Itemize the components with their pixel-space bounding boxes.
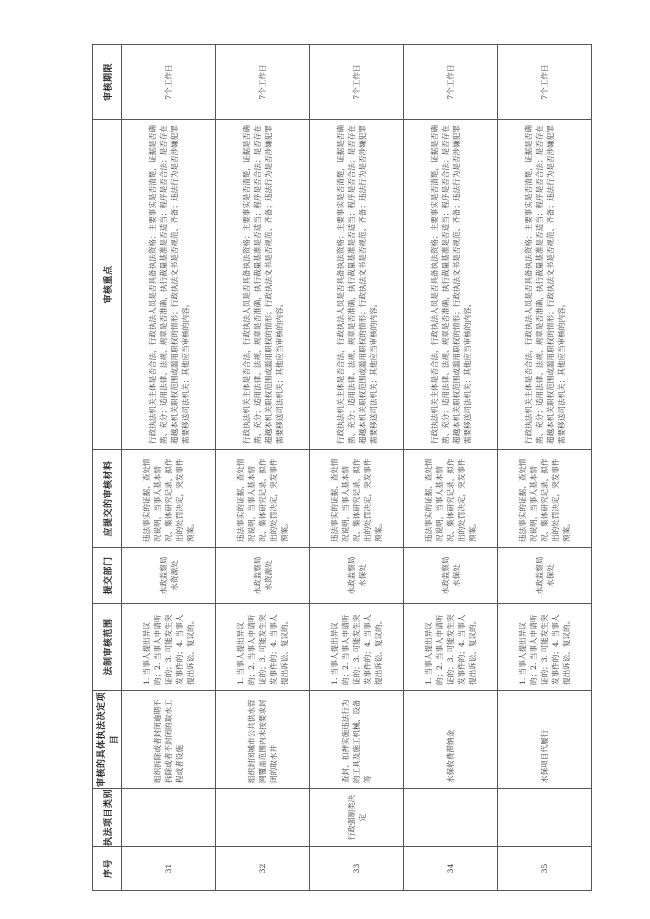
row-scope: 1. 当事人提出异议的；2. 当事人申请听证的；3. 可能发生突发事件的；4. 当事人提出诉讼、复议的。: [216, 604, 310, 691]
row-term: 7个工作日: [404, 45, 498, 120]
row-dept: 水政监察局水资源处: [122, 548, 216, 604]
header-item: 审核的具体执法决定项目: [93, 691, 122, 789]
row-item: 组织拆除或者封闭逾期不拆除或者不封闭的取水工程或者设施: [122, 691, 216, 789]
row-dept: 水政监察局水保处: [310, 548, 404, 604]
table-row: [216, 45, 310, 891]
row-focus: 行政执法机关主体是否合法，行政执法人员是否具备执法资格；主要事实是否清楚，证据是否确凿、充分；适用法律、法规、规章是否准确，执行裁量基准是否适当；程序是否合法；是否存在超越本机关职权范围或滥用职权的情形；行政执法文书是否规范、齐备；违法行为是否涉嫌犯罪需要移送司法机关；其他应当审核的内容。: [498, 120, 592, 450]
row-term: 7个工作日: [216, 45, 310, 120]
row-dept: 水政监察局水保处: [404, 548, 498, 604]
row-term: 7个工作日: [498, 45, 592, 120]
row-category: [122, 789, 216, 847]
table-header-row: [93, 45, 122, 891]
row-scope: 1. 当事人提出异议的；2. 当事人申请听证的；3. 可能发生突发事件的；4. 当事人提出诉讼、复议的。: [498, 604, 592, 691]
table-row: [122, 45, 216, 891]
row-category: 行政强制类决定: [310, 789, 404, 847]
header-dept: 提交部门: [93, 548, 122, 604]
row-item: 水保项目代履行: [498, 691, 592, 789]
header-scope: 法制审核范围: [93, 604, 122, 691]
table-row: [310, 45, 404, 891]
row-term: 7个工作日: [310, 45, 404, 120]
review-items-table: [92, 44, 592, 891]
row-no: 31: [122, 847, 216, 891]
header-no: 序号: [93, 847, 122, 891]
row-no: 35: [498, 847, 592, 891]
row-scope: 1. 当事人提出异议的；2. 当事人申请听证的；3. 可能发生突发事件的；4. 当事人提出诉讼、复议的。: [122, 604, 216, 691]
row-no: 34: [404, 847, 498, 891]
row-materials: 违法事实的证据、查处情况说明，当事人基本情况、集体研究记录，拟作出的处罚决定，突发事件预案。: [404, 450, 498, 548]
row-focus: 行政执法机关主体是否合法，行政执法人员是否具备执法资格；主要事实是否清楚，证据是否确凿、充分；适用法律、法规、规章是否准确，执行裁量基准是否适当；程序是否合法；是否存在超越本机关职权范围或滥用职权的情形；行政执法文书是否规范、齐备；违法行为是否涉嫌犯罪需要移送司法机关；其他应当审核的内容。: [404, 120, 498, 450]
row-materials: 违法事实的证据、查处情况说明，当事人基本情况、集体研究记录，拟作出的处罚决定，突发事件预案。: [122, 450, 216, 548]
row-scope: 1. 当事人提出异议的；2. 当事人申请听证的；3. 可能发生突发事件的；4. 当事人提出诉讼、复议的。: [310, 604, 404, 691]
row-focus: 行政执法机关主体是否合法，行政执法人员是否具备执法资格；主要事实是否清楚，证据是否确凿、充分；适用法律、法规、规章是否准确，执行裁量基准是否适当；程序是否合法；是否存在超越本机关职权范围或滥用职权的情形；行政执法文书是否规范、齐备；违法行为是否涉嫌犯罪需要移送司法机关；其他应当审核的内容。: [122, 120, 216, 450]
table-row: [404, 45, 498, 891]
row-materials: 违法事实的证据、查处情况说明，当事人基本情况、集体研究记录，拟作出的处罚决定，突发事件预案。: [498, 450, 592, 548]
header-materials: 应提交的审核材料: [93, 450, 122, 548]
header-term: 审核期限: [93, 45, 122, 120]
row-dept: 水政监察局水资源处: [216, 548, 310, 604]
row-term: 7个工作日: [122, 45, 216, 120]
row-focus: 行政执法机关主体是否合法，行政执法人员是否具备执法资格；主要事实是否清楚，证据是否确凿、充分；适用法律、法规、规章是否准确，执行裁量基准是否适当；程序是否合法；是否存在超越本机关职权范围或滥用职权的情形；行政执法文书是否规范、齐备；违法行为是否涉嫌犯罪需要移送司法机关；其他应当审核的内容。: [216, 120, 310, 450]
row-focus: 行政执法机关主体是否合法，行政执法人员是否具备执法资格；主要事实是否清楚，证据是否确凿、充分；适用法律、法规、规章是否准确，执行裁量基准是否适当；程序是否合法；是否存在超越本机关职权范围或滥用职权的情形；行政执法文书是否规范、齐备；违法行为是否涉嫌犯罪需要移送司法机关；其他应当审核的内容。: [310, 120, 404, 450]
row-materials: 违法事实的证据、查处情况说明，当事人基本情况、集体研究记录，拟作出的处罚决定，突发事件预案。: [310, 450, 404, 548]
row-no: 32: [216, 847, 310, 891]
row-category: [498, 789, 592, 847]
header-focus: 审核重点: [93, 120, 122, 450]
header-category: 执法项目类别: [93, 789, 122, 847]
row-scope: 1. 当事人提出异议的；2. 当事人申请听证的；3. 可能发生突发事件的；4. 当事人提出诉讼、复议的。: [404, 604, 498, 691]
row-materials: 违法事实的证据、查处情况说明，当事人基本情况、集体研究记录，拟作出的处罚决定，突发事件预案。: [216, 450, 310, 548]
row-category: [404, 789, 498, 847]
table-row: [498, 45, 592, 891]
row-item: 水保收费滞纳金: [404, 691, 498, 789]
row-item: 查封、扣押实施违法行为的工具及施工机械、设备等: [310, 691, 404, 789]
row-category: [216, 789, 310, 847]
row-dept: 水政监察局水保处: [498, 548, 592, 604]
row-no: 33: [310, 847, 404, 891]
row-item: 组织封闭城市公共供水管网覆盖范围内未按要求封闭的取水井: [216, 691, 310, 789]
